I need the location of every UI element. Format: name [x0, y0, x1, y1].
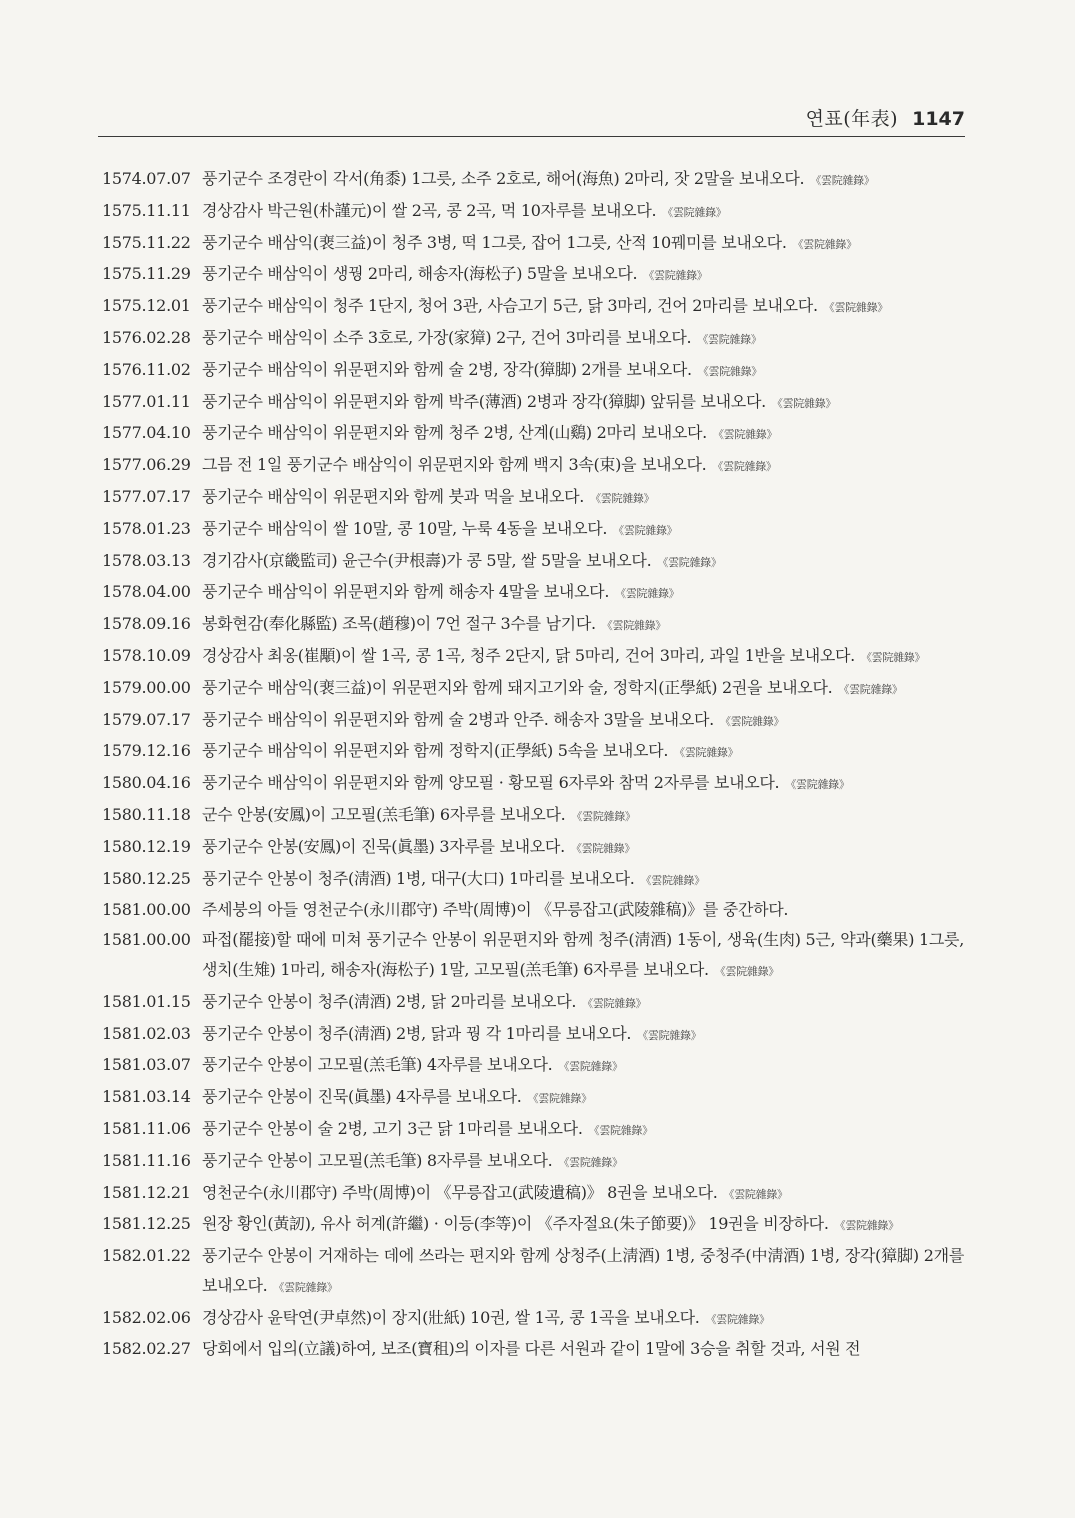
entry-text	[202, 864, 964, 896]
entry-source: 《雲院雜錄》	[838, 682, 903, 696]
entry-date: 1581.03.07	[102, 1055, 191, 1075]
entry-text	[202, 987, 964, 1019]
chronology-entry	[102, 864, 964, 896]
entry-text	[202, 577, 964, 609]
entry-description: 풍기군수 안봉이 거재하는 데에 쓰라는 편지와 함께 상청주(上淸酒) 1병, 중청주(中淸酒) 1병, 장각(獐脚) 2개를 보내오다.	[202, 1246, 964, 1295]
entry-source: 《雲院雜錄》	[697, 364, 763, 378]
entry-text	[202, 1019, 964, 1051]
entry-description: 경상감사 윤탁연(尹卓然)이 장지(壯紙) 10권, 쌀 1곡, 콩 1곡을 보내오다.	[202, 1307, 700, 1327]
entry-text	[202, 768, 964, 800]
entry-text	[202, 1050, 964, 1082]
chronology-entry	[102, 800, 964, 832]
entry-text	[202, 1209, 964, 1241]
entry-description: 풍기군수 배삼익이 위문편지와 함께 박주(薄酒) 2병과 장각(獐脚) 앞뒤를 보내오다.	[202, 391, 766, 411]
chronology-entry	[102, 355, 964, 387]
entry-text	[202, 196, 964, 228]
entry-description: 그믐 전 1일 풍기군수 배삼익이 위문편지와 함께 백지 3속(束)을 보내오다.	[202, 455, 707, 475]
chronology-entry	[102, 1303, 964, 1335]
entry-source: 《雲院雜錄》	[714, 964, 779, 978]
entry-date: 1575.11.11	[102, 200, 191, 220]
entry-date: 1582.02.06	[102, 1307, 191, 1327]
entry-description: 당회에서 입의(立議)하여, 보조(寶租)의 이자를 다른 서원과 같이 1말에 3승을 취할 것과, 서원 전	[202, 1339, 861, 1359]
chronology-entry	[102, 895, 964, 925]
entry-description: 풍기군수 배삼익이 위문편지와 함께 정학지(正學紙) 5속을 보내오다.	[202, 741, 669, 761]
entry-date: 1578.09.16	[102, 614, 191, 634]
chronology-entry	[102, 1209, 964, 1241]
entry-description: 풍기군수 배삼익이 생꿩 2마리, 해송자(海松子) 5말을 보내오다.	[202, 264, 638, 284]
entry-text	[202, 164, 964, 196]
entry-source: 《雲院雜錄》	[705, 1312, 770, 1326]
chronology-entry	[102, 1050, 964, 1082]
entry-text	[202, 355, 964, 387]
entry-source: 《雲院雜錄》	[637, 1028, 702, 1042]
chronology-entry	[102, 1334, 964, 1364]
entry-text	[202, 1146, 964, 1178]
entry-source: 《雲院雜錄》	[712, 460, 777, 474]
entry-date: 1580.12.19	[102, 836, 191, 856]
entry-description: 풍기군수 배삼익이 위문편지와 함께 청주 2병, 산계(山鷄) 2마리 보내오다.	[202, 423, 707, 443]
entry-text	[202, 228, 964, 260]
chronology-entry	[102, 196, 964, 228]
entry-date: 1580.12.25	[102, 868, 191, 888]
entry-text	[202, 832, 964, 864]
entry-description: 풍기군수 배삼익이 위문편지와 함께 술 2병과 안주. 해송자 3말을 보내오다.	[202, 709, 714, 729]
entry-date: 1579.07.17	[102, 709, 191, 729]
entry-description: 영천군수(永川郡守) 주박(周博)이 《무릉잡고(武陵遺稿)》 8권을 보내오다.	[202, 1182, 718, 1202]
chronology-entry	[102, 705, 964, 737]
entry-description: 원장 황인(黃訒), 유사 허계(許繼) · 이등(李等)이 《주자절요(朱子節要)》 19권을 비장하다.	[202, 1214, 829, 1234]
chronology-entry	[102, 577, 964, 609]
chronology-entry	[102, 987, 964, 1019]
entry-text	[202, 1178, 964, 1210]
entry-description: 풍기군수 배삼익이 위문편지와 함께 해송자 4말을 보내오다.	[202, 582, 610, 602]
entry-description: 군수 안봉(安鳳)이 고모필(羔毛筆) 6자루를 보내오다.	[202, 804, 566, 824]
entry-date: 1577.01.11	[102, 391, 191, 411]
entry-source: 《雲院雜錄》	[273, 1280, 338, 1294]
entry-source: 《雲院雜錄》	[771, 396, 837, 410]
entry-date: 1578.04.00	[102, 582, 191, 602]
entry-source: 《雲院雜錄》	[613, 523, 678, 537]
entry-date: 1579.00.00	[102, 677, 191, 697]
entry-text	[202, 1114, 964, 1146]
chronology-list	[102, 164, 964, 1364]
entry-date: 1576.02.28	[102, 327, 191, 347]
entry-source: 《雲院雜錄》	[527, 1092, 592, 1106]
entry-date: 1575.11.22	[102, 232, 191, 252]
entry-text	[202, 736, 964, 768]
entry-date: 1577.07.17	[102, 486, 191, 506]
chronology-entry	[102, 418, 964, 450]
entry-source: 《雲院雜錄》	[723, 1187, 788, 1201]
entry-date: 1581.03.14	[102, 1087, 191, 1107]
entry-source: 《雲院雜錄》	[582, 996, 647, 1010]
entry-source: 《雲院雜錄》	[860, 650, 926, 664]
entry-source: 《雲院雜錄》	[834, 1219, 899, 1233]
entry-description: 주세붕의 아들 영천군수(永川郡守) 주박(周博)이 《무릉잡고(武陵雜稿)》를 중간하다.	[202, 900, 789, 920]
entry-text	[202, 1082, 964, 1114]
entry-description: 풍기군수 안봉이 고모필(羔毛筆) 4자루를 보내오다.	[202, 1055, 553, 1075]
chronology-entry	[102, 450, 964, 482]
entry-description: 풍기군수 안봉(安鳳)이 진묵(眞墨) 3자루를 보내오다.	[202, 836, 565, 856]
entry-date: 1579.12.16	[102, 741, 191, 761]
entry-source: 《雲院雜錄》	[657, 555, 722, 569]
entry-description: 풍기군수 안봉이 청주(淸酒) 2병, 닭과 꿩 각 1마리를 보내오다.	[202, 1023, 632, 1043]
entry-source: 《雲院雜錄》	[615, 587, 680, 601]
entry-date: 1581.00.00	[102, 930, 191, 950]
entry-description: 풍기군수 배삼익이 위문편지와 함께 술 2병, 장각(獐脚) 2개를 보내오다.	[202, 359, 692, 379]
entry-source: 《雲院雜錄》	[590, 491, 655, 505]
entry-text	[202, 609, 964, 641]
entry-text	[202, 259, 964, 291]
entry-date: 1578.03.13	[102, 550, 191, 570]
entry-text	[202, 1303, 964, 1335]
entry-description: 풍기군수 배삼익이 쌀 10말, 콩 10말, 누룩 4동을 보내오다.	[202, 518, 608, 538]
entry-date: 1580.04.16	[102, 773, 191, 793]
chronology-entry	[102, 1114, 964, 1146]
entry-date: 1581.11.16	[102, 1150, 191, 1170]
entry-description: 풍기군수 배삼익이 소주 3호로, 가장(家獐) 2구, 건어 3마리를 보내오다.	[202, 327, 692, 347]
entry-date: 1581.11.06	[102, 1118, 191, 1138]
entry-source: 《雲院雜錄》	[792, 237, 857, 251]
entry-text	[202, 546, 964, 578]
entry-date: 1581.02.03	[102, 1023, 191, 1043]
entry-text	[202, 1241, 964, 1303]
chronology-entry	[102, 925, 964, 987]
entry-date: 1581.12.21	[102, 1182, 191, 1202]
entry-date: 1577.04.10	[102, 423, 191, 443]
entry-text	[202, 387, 964, 419]
entry-description: 풍기군수 안봉이 고모필(羔毛筆) 8자루를 보내오다.	[202, 1150, 553, 1170]
entry-date: 1581.12.25	[102, 1214, 191, 1234]
entry-source: 《雲院雜錄》	[570, 841, 636, 855]
entry-date: 1581.00.00	[102, 900, 191, 920]
entry-date: 1574.07.07	[102, 169, 191, 188]
entry-text	[202, 482, 964, 514]
chronology-entry	[102, 482, 964, 514]
entry-source: 《雲院雜錄》	[571, 809, 636, 823]
chronology-entry	[102, 1241, 964, 1303]
entry-source: 《雲院雜錄》	[712, 428, 778, 442]
entry-source: 《雲院雜錄》	[823, 301, 888, 315]
page-header	[98, 104, 965, 137]
entry-source: 《雲院雜錄》	[558, 1155, 623, 1169]
entry-date: 1576.11.02	[102, 359, 191, 379]
entry-description: 풍기군수 안봉이 청주(淸酒) 2병, 닭 2마리를 보내오다.	[202, 991, 577, 1011]
entry-description: 풍기군수 안봉이 술 2병, 고기 3근 닭 1마리를 보내오다.	[202, 1118, 583, 1138]
entry-date: 1580.11.18	[102, 804, 191, 824]
chronology-entry	[102, 259, 964, 291]
chronology-entry	[102, 1019, 964, 1051]
entry-text	[202, 450, 964, 482]
chronology-entry	[102, 832, 964, 864]
chronology-entry	[102, 1082, 964, 1114]
entry-text	[202, 673, 964, 705]
entry-description: 경상감사 박근원(朴謹元)이 쌀 2곡, 콩 2곡, 먹 10자루를 보내오다.	[202, 200, 657, 220]
entry-date: 1577.06.29	[102, 455, 191, 475]
entry-description: 경상감사 최옹(崔顒)이 쌀 1곡, 콩 1곡, 청주 2단지, 닭 5마리, 건어 3마리, 과일 1반을 보내오다.	[202, 645, 855, 665]
entry-date: 1582.02.27	[102, 1339, 191, 1359]
entry-description: 경기감사(京畿監司) 윤근수(尹根壽)가 콩 5말, 쌀 5말을 보내오다.	[202, 550, 652, 570]
chronology-entry	[102, 387, 964, 419]
chronology-entry	[102, 609, 964, 641]
chronology-entry	[102, 323, 964, 355]
entry-date: 1582.01.22	[102, 1246, 191, 1266]
entry-description: 풍기군수 조경란이 각서(角黍) 1그릇, 소주 2호로, 해어(海魚) 2마리, 잣 2말을 보내오다.	[202, 169, 805, 188]
entry-description: 풍기군수 배삼익이 위문편지와 함께 양모필 · 황모필 6자루와 참먹 2자루를 보내오다.	[202, 773, 780, 793]
entry-source: 《雲院雜錄》	[601, 619, 666, 633]
entry-source: 《雲院雜錄》	[643, 269, 708, 283]
chronology-entry	[102, 768, 964, 800]
chronology-entry	[102, 1178, 964, 1210]
entry-source: 《雲院雜錄》	[810, 174, 875, 187]
entry-date: 1578.10.09	[102, 645, 191, 665]
entry-description: 풍기군수 배삼익이 위문편지와 함께 붓과 먹을 보내오다.	[202, 486, 585, 506]
entry-text	[202, 800, 964, 832]
chronology-entry	[102, 1146, 964, 1178]
entry-text	[202, 291, 964, 323]
entry-date: 1578.01.23	[102, 518, 191, 538]
entry-description: 파접(罷接)할 때에 미쳐 풍기군수 안봉이 위문편지와 함께 청주(淸酒) 1동이, 생육(生肉) 5근, 약과(藥果) 1그릇, 생치(生雉) 1마리, 해송자(海松子) 1말, 고모필(羔毛筆) 6자루를 보내오다.	[202, 930, 964, 979]
entry-text	[202, 514, 964, 546]
chronology-entry	[102, 736, 964, 768]
chronology-entry	[102, 641, 964, 673]
entry-source: 《雲院雜錄》	[558, 1060, 623, 1074]
entry-source: 《雲院雜錄》	[588, 1123, 653, 1137]
entry-text	[202, 925, 964, 987]
entry-source: 《雲院雜錄》	[662, 205, 727, 219]
chronology-entry	[102, 673, 964, 705]
entry-date: 1581.01.15	[102, 991, 191, 1011]
entry-text	[202, 895, 964, 925]
entry-source: 《雲院雜錄》	[697, 332, 762, 346]
entry-description: 풍기군수 안봉이 진묵(眞墨) 4자루를 보내오다.	[202, 1087, 522, 1107]
entry-description: 풍기군수 배삼익(裵三益)이 청주 3병, 떡 1그릇, 잡어 1그릇, 산적 10꿰미를 보내오다.	[202, 232, 787, 252]
entry-description: 풍기군수 안봉이 청주(淸酒) 1병, 대구(大口) 1마리를 보내오다.	[202, 868, 635, 888]
entry-description: 풍기군수 배삼익이 청주 1단지, 청어 3관, 사슴고기 5근, 닭 3마리, 건어 2마리를 보내오다.	[202, 296, 818, 316]
chronology-entry	[102, 514, 964, 546]
entry-text	[202, 418, 964, 450]
chronology-entry	[102, 291, 964, 323]
entry-description: 봉화현감(奉化縣監) 조목(趙穆)이 7언 절구 3수를 남기다.	[202, 614, 596, 634]
entry-text	[202, 641, 964, 673]
entry-source: 《雲院雜錄》	[674, 746, 739, 760]
entry-date: 1575.12.01	[102, 296, 191, 316]
entry-source: 《雲院雜錄》	[719, 714, 785, 728]
chronology-entry	[102, 546, 964, 578]
entry-text	[202, 1334, 964, 1364]
entry-description: 풍기군수 배삼익(裵三益)이 위문편지와 함께 돼지고기와 술, 정학지(正學紙) 2권을 보내오다.	[202, 677, 833, 697]
entry-text	[202, 705, 964, 737]
entry-source: 《雲院雜錄》	[785, 778, 850, 792]
entry-source: 《雲院雜錄》	[640, 873, 705, 887]
chronology-entry	[102, 228, 964, 260]
chronology-entry	[102, 164, 964, 196]
entry-date: 1575.11.29	[102, 264, 191, 284]
entry-text	[202, 323, 964, 355]
page-number: 1147	[912, 108, 965, 130]
page-title: 연표(年表)	[805, 108, 899, 130]
